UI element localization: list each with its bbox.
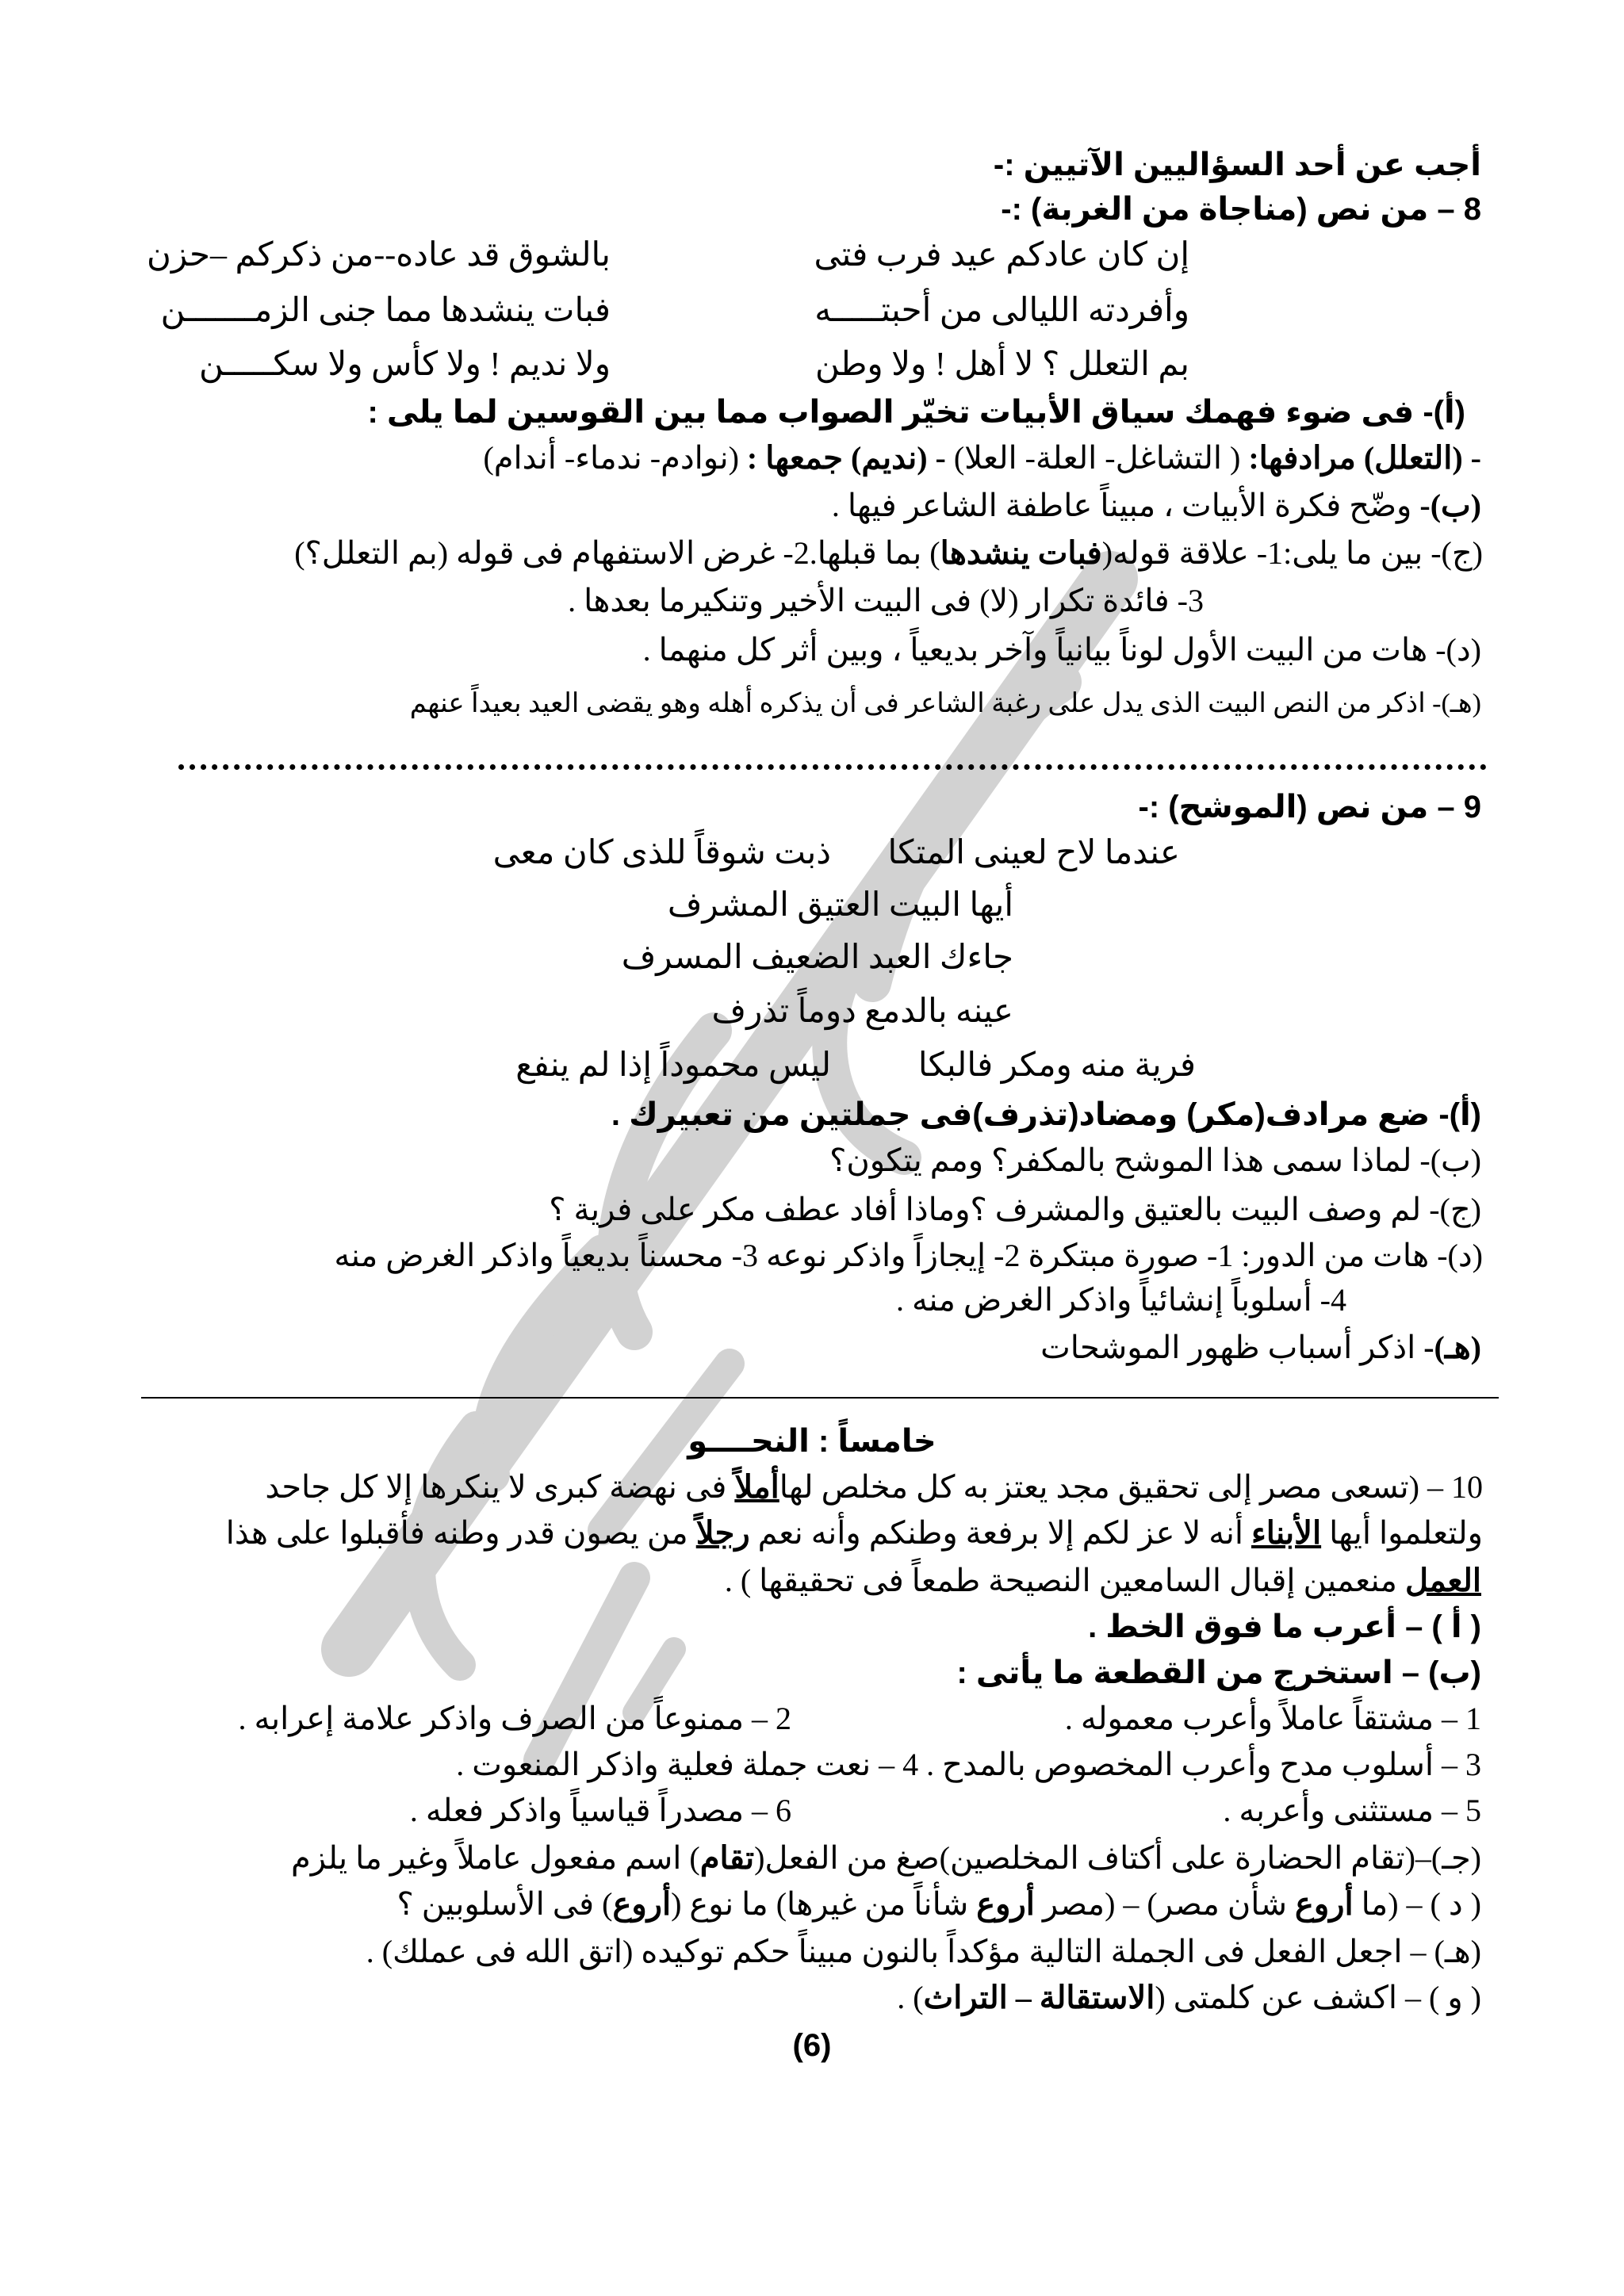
part-c-text2: ) اسم مفعول عاملاً وغير ما يلزم [290, 1840, 700, 1876]
grammar-item-3-4: 3 – أسلوب مدح وأعرب المخصوص بالمدح . 4 – نعت جملة فعلية واذكر المنعوت . [456, 1747, 1481, 1782]
passage2-text3: من يصون قدر وطنه فأقبلوا على هذا [225, 1515, 696, 1551]
part-d-text2: شأن مصر) – (مصر [1034, 1886, 1295, 1922]
part-d-text: ( د ) – (ما [1353, 1886, 1481, 1922]
part-d-bold2: أروع [976, 1886, 1035, 1922]
intro-instruction: أجب عن أحد السؤاليين الآتيين :- [993, 147, 1481, 182]
part-d-bold: أروع [1294, 1886, 1354, 1922]
passage1-text2: فى نهضة كبرى لا ينكرها إلا كل جاحد [265, 1469, 735, 1505]
q9-verse1-first: عندما لاح لعينى المتكا [887, 835, 1180, 871]
q8-title: 8 – من نص (مناجاة من الغربة) :- [1001, 192, 1481, 227]
part-f-bold: الاستقالة – التراث [923, 1980, 1155, 2015]
q9-stanza-line2: جاءك العبد الضعيف المسرف [621, 939, 1013, 976]
q9-title: 9 – من نص (الموشح) :- [1138, 790, 1481, 825]
q9-verse1-second: ذبت شوقاً للذى كان معى [492, 835, 831, 871]
q8-a-item2-options: (نوادم- ندماء- أندام) [483, 440, 739, 476]
q9-stanza-line3: عينه بالدمع دوماً تذرف [711, 993, 1013, 1030]
part-d-text3: شأناً من غيرها) ما نوع ( [671, 1886, 977, 1922]
q8-part-b [832, 484, 1481, 528]
q9-stanza-line1: أيها البيت العتيق المشرف [667, 887, 1013, 924]
underlined-word: رجلاً [695, 1515, 750, 1551]
part-c-bold: تقام [699, 1840, 755, 1876]
underlined-word: العمل [1404, 1563, 1481, 1598]
passage3-text: منعمين إقبال السامعين النصيحة طمعاً فى تحقيقها ) . [724, 1563, 1405, 1598]
q8-a-item1-label: - (التعلل) مرادفها: [1248, 440, 1481, 476]
grammar-passage-line2 [226, 1511, 1483, 1556]
part-d-text4: ) فى الأسلوبين ؟ [396, 1886, 613, 1922]
q8-part-e: (هـ)- اذكر من النص البيت الذى يدل على رغبة الشاعر فى أن يذكره أهله وهو يقضى العيد بعيداً عنهم [409, 689, 1481, 718]
q8-c-bold: فبات ينشدها [940, 535, 1102, 571]
q9-e-text: اذكر أسباب ظهور الموشحات [1040, 1330, 1416, 1365]
q8-b-label: (ب)- [1419, 488, 1481, 523]
grammar-item-2: 2 – ممنوعاً من الصرف واذكر علامة إعرابه . [238, 1701, 791, 1736]
page-number: (6) [792, 2028, 832, 2063]
q8-part-c-line2: 3- فائدة تكرار (لا) فى البيت الأخير وتنكيرما بعدها . [568, 583, 1204, 618]
grammar-part-b: (ب) – استخرج من القطعة ما يأتى : [956, 1655, 1481, 1690]
underlined-word: الأبناء [1251, 1515, 1322, 1551]
q8-verse2-second: فبات ينشدها مما جنى الزمـــــــن [160, 293, 611, 329]
q9-part-a: (أ)- ضع مرادف(مكر) ومضاد(تذرف)فى جملتين من تعبيرك . [611, 1097, 1481, 1132]
grammar-part-c [291, 1836, 1481, 1881]
grammar-section-title: خامساً : النحــــو [688, 1424, 936, 1459]
part-c-text: (جـ)–(تقام الحضارة على أكتاف المخلصين)صغ من الفعل( [754, 1840, 1481, 1876]
grammar-part-d [396, 1882, 1481, 1927]
section-divider [141, 1397, 1499, 1399]
passage1-text: 10 – (تسعى مصر إلى تحقيق مجد يعتز به كل مخلص لها [779, 1469, 1483, 1505]
q9-part-d: (د)- هات من الدور: 1- صورة مبتكرة 2- إيجازاً واذكر نوعه 3- محسناً بديعياً واذكر الغرض منه [334, 1238, 1483, 1273]
q8-part-c [294, 531, 1483, 576]
grammar-item-5: 5 – مستثنى وأعربه . [1223, 1793, 1481, 1828]
q9-part-d-line2: 4- أسلوباً إنشائياً واذكر الغرض منه . [895, 1282, 1346, 1318]
q9-part-c: (ج)- لم وصف البيت بالعتيق والمشرف ؟وماذا أفاد عطف مكر على فرية ؟ [549, 1192, 1481, 1227]
q9-part-e [1040, 1326, 1481, 1370]
q8-a-item2-label: - (نديم) جمعها : [746, 440, 946, 476]
grammar-passage-line1 [265, 1465, 1483, 1510]
part-f-text2: ) . [897, 1980, 924, 2015]
grammar-part-e: (هـ) – اجعل الفعل فى الجملة التالية مؤكداً بالنون مبيناً حكم توكيده (اتق الله فى عملك) . [366, 1934, 1481, 1969]
q8-verse1-first: إن كان عادكم عيد فرب فتى [814, 237, 1189, 274]
q8-c-text1: (ج)- بين ما يلى:1- علاقة قوله( [1101, 535, 1483, 571]
grammar-item-1: 1 – مشتقاً عاملاً وأعرب معموله . [1064, 1701, 1481, 1736]
grammar-item-6: 6 – مصدراً قياسياً واذكر فعله . [409, 1793, 791, 1828]
q8-b-text: وضّح فكرة الأبيات ، مبيناً عاطفة الشاعر فيها . [831, 488, 1412, 523]
q8-verse3-first: بم التعلل ؟ لا أهل ! ولا وطن [814, 346, 1189, 383]
passage2-text2: أنه لا عز لكم إلا برفعة وطنكم وأنه نعم [749, 1515, 1251, 1551]
part-f-text: ( و ) – اكشف عن كلمتى ( [1155, 1980, 1481, 2015]
passage2-text: ولتعلموا أيها [1321, 1515, 1483, 1551]
underlined-word: أملاً [734, 1469, 779, 1505]
q8-part-d: (د)- هات من البيت الأول لوناً بيانياً وآخر بديعياً ، وبين أثر كل منهما . [642, 632, 1481, 668]
dotted-separator [178, 745, 1487, 770]
q8-a-item1-options: ( التشاغل- العلة- العلا) [953, 440, 1241, 476]
q8-verse3-second: ولا نديم ! ولا كأس ولا سكـــــن [198, 346, 611, 383]
q8-part-a-title: (أ)- فى ضوء فهمك سياق الأبيات تخيّر الصواب مما بين القوسين لما يلى : [367, 395, 1465, 430]
q8-verse1-second: بالشوق قد عاده--من ذكركم –حزن [147, 237, 611, 274]
q9-part-b: (ب)- لماذا سمى هذا الموشح بالمكفر؟ ومم يتكون؟ [829, 1142, 1481, 1178]
part-d-bold3: أروع [612, 1886, 672, 1922]
q9-e-label: (هـ)- [1423, 1330, 1481, 1365]
q8-part-a-options [483, 436, 1481, 480]
q8-verse2-first: وأفردته الليالى من أحبتـــــه [814, 293, 1189, 329]
grammar-part-f [897, 1976, 1481, 2020]
grammar-passage-line3 [725, 1559, 1481, 1603]
grammar-part-a: ( أ ) – أعرب ما فوق الخط . [1088, 1609, 1481, 1644]
q8-c-text2: ) بما قبلها.2- غرض الاستفهام فى قوله (بم التعلل؟) [294, 535, 940, 571]
q9-verse2-first: فرية منه ومكر فالبكا [917, 1047, 1196, 1084]
q9-verse2-second: ليس محموداً إذا لم ينفع [515, 1047, 831, 1084]
